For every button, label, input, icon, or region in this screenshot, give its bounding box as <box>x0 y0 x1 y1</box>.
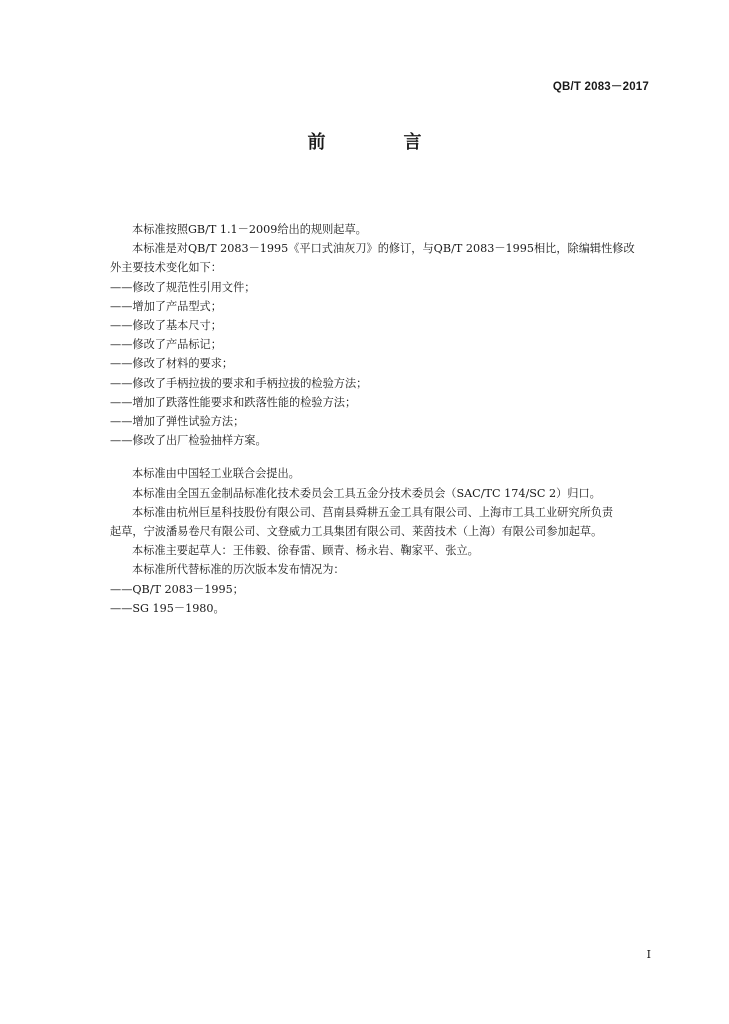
paragraph-drafters: 本标准主要起草人：王伟毅、徐春雷、顾青、杨永岩、鞠家平、张立。 <box>132 544 479 558</box>
paragraph-drafting-units: 本标准由杭州巨星科技股份有限公司、莒南县舜耕五金工具有限公司、上海市工具工业研究所负责 <box>132 505 614 519</box>
history-item: ——QB/T 2083－1995； <box>110 582 244 596</box>
change-item: ——修改了规范性引用文件； <box>110 280 256 294</box>
page-number: I <box>646 948 651 961</box>
change-item: ——修改了产品标记； <box>110 338 222 352</box>
change-item: ——增加了产品型式； <box>110 299 222 313</box>
change-item: ——修改了手柄拉拔的要求和手柄拉拔的检验方法； <box>110 376 368 390</box>
paragraph-proposer: 本标准由中国轻工业联合会提出。 <box>132 467 300 481</box>
change-item: ——修改了材料的要求； <box>110 357 234 371</box>
page-title: 前 言 <box>307 132 452 153</box>
paragraph-history-intro: 本标准所代替标准的历次版本发布情况为： <box>132 563 345 577</box>
foreword-body <box>110 220 655 618</box>
change-item: ——修改了基本尺寸； <box>110 319 222 333</box>
paragraph-revision-intro: 本标准是对QB/T 2083－1995《平口式油灰刀》的修订，与QB/T 2083－1995相比，除编辑性修改 <box>132 242 635 256</box>
standard-code: QB/T 2083－2017 <box>552 81 649 93</box>
change-item: ——修改了出厂检验抽样方案。 <box>110 434 267 448</box>
paragraph-drafting-units-cont: 起草，宁波潘易卷尺有限公司、文登威力工具集团有限公司、莱茵技术（上海）有限公司参加起草。 <box>110 525 603 539</box>
paragraph-gap <box>110 450 655 464</box>
change-item: ——增加了跌落性能要求和跌落性能的检验方法； <box>110 395 357 409</box>
paragraph-administrator: 本标准由全国五金制品标准化技术委员会工具五金分技术委员会（SAC/TC 174/SC 2）归口。 <box>132 486 601 500</box>
change-item: ——增加了弹性试验方法； <box>110 415 245 429</box>
paragraph-revision-intro-cont: 外主要技术变化如下： <box>110 261 222 275</box>
paragraph-drafting-rules: 本标准按照GB/T 1.1－2009给出的规则起草。 <box>132 223 367 236</box>
history-item: ——SG 195－1980。 <box>110 601 225 615</box>
